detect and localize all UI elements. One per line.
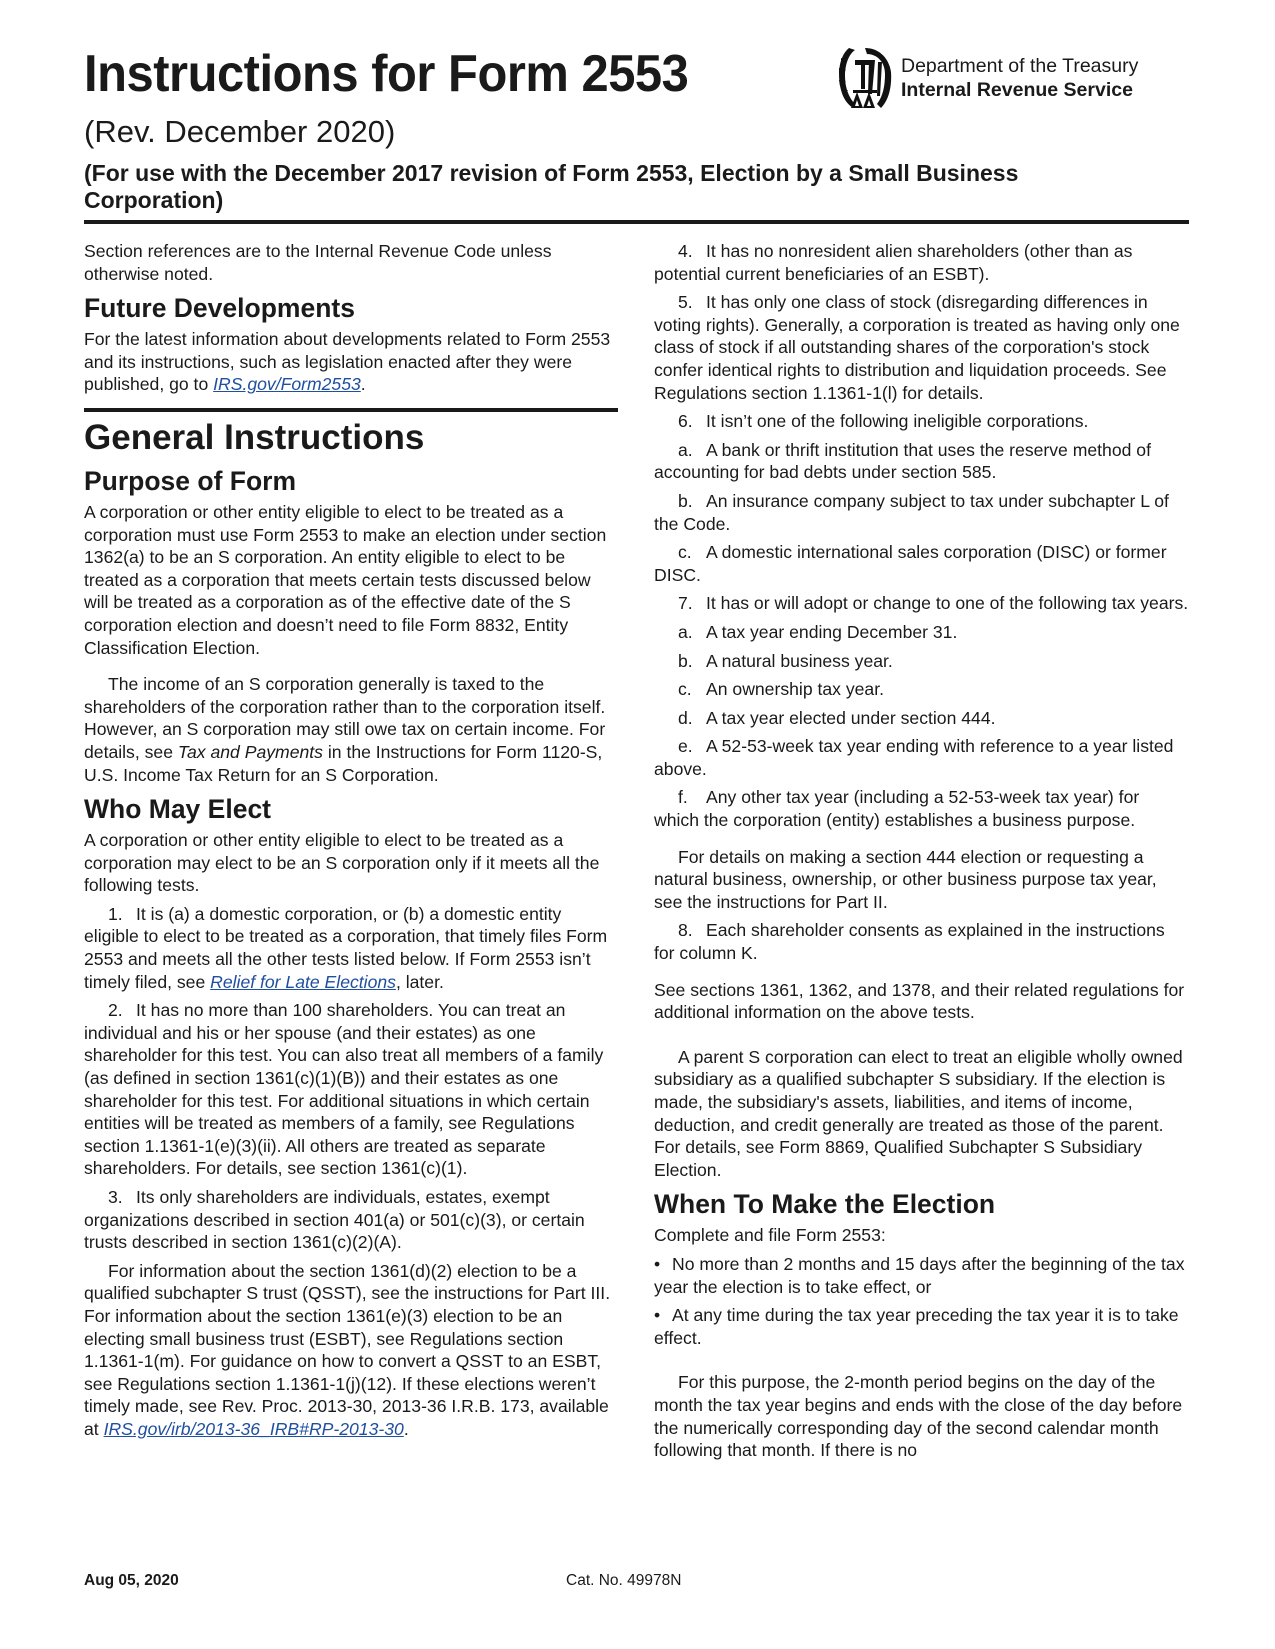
right-column (654, 240, 1189, 1468)
two-month-period-text: For this purpose, the 2-month period begins on the day of the month the tax year begins and ends with the close of the day before the numerically corresponding day of the second calendar month following that month. If there is no (654, 1372, 1183, 1461)
test-3: 3. Its only shareholders are individuals, estates, exempt organizations described in section 401(a) or 501(c)(3), or certain trusts described in section 1361(c)(2)(A). (84, 1187, 585, 1253)
section-444-details: For details on making a section 444 election or requesting a natural business, ownership, or other business purpose tax year, see the instructions for Part II. (654, 846, 1157, 912)
qsst-esbt-info: For information about the section 1361(d)(2) election to be a qualified subchapter S trust (QSST), see the instructions for Part III. For information about the section 1361(e)(3) election to be an electing small business trust (ESBT), see Regulations section 1.1361-1(m). For guidance on how to convert a QSST to an ESBT, see Regulations section 1.1361-1(j)(12). If these elections weren’t timely made, see Rev. Proc. 2013-30, 2013-36 I.R.B. 173, available at IRS.gov/irb/2013-36_IRB#RP-2013-30. (84, 1260, 611, 1439)
revision-date: (Rev. December 2020) (84, 114, 396, 149)
intro-text: Section references are to the Internal Revenue Code unless otherwise noted. (84, 241, 552, 284)
heading-when-to-make-election: When To Make the Election (654, 1189, 996, 1220)
test-7f: f. Any other tax year (including a 52-53-week tax year) for which the corporation (entity) establishes a business purpose. (654, 787, 1140, 831)
parent-s-corp-text: A parent S corporation can elect to treat an eligible wholly owned subsidiary as a qualified subchapter S subsidiary. If the election is made, the subsidiary's assets, liabilities, and items of income, deduction, and credit generally are treated as those of the parent. For details, see Form 8869, Qualified Subchapter S Subsidiary Election. (654, 1046, 1183, 1180)
when-intro: Complete and file Form 2553: (654, 1225, 886, 1246)
test-4: 4. It has no nonresident alien shareholders (other than as potential current beneficiaries of an ESBT). (654, 241, 1133, 284)
footer-catalog-number: Cat. No. 49978N (566, 1572, 682, 1589)
rev-proc-link[interactable]: IRS.gov/irb/2013-36_IRB#RP-2013-30 (103, 1418, 404, 1439)
test-7a: a. A tax year ending December 31. (678, 621, 958, 642)
test-7e: e. A 52-53-week tax year ending with reference to a year listed above. (654, 736, 1174, 779)
see-sections-text: See sections 1361, 1362, and 1378, and their related regulations for additional information on the above tests. (654, 979, 1185, 1023)
purpose-paragraph-2: The income of an S corporation generally is taxed to the shareholders of the corporation rather than to the corporation itself. However, an S corporation may still owe tax on certain income. For details, see Tax and Payments in the Instructions for Form 1120-S, U.S. Income Tax Return for an S Corporation. (84, 674, 606, 785)
relief-late-elections-link[interactable]: Relief for Late Elections (210, 971, 396, 992)
heading-general-instructions: General Instructions (84, 417, 425, 457)
irs-form2553-link[interactable]: IRS.gov/Form2553 (213, 374, 361, 395)
header-rule (84, 220, 1189, 224)
test-6c: c. A domestic international sales corporation (DISC) or former DISC. (654, 542, 1167, 585)
test-5: 5. It has only one class of stock (disregarding differences in voting rights). Generally, a corporation is treated as having only one class of stock if all outstanding shares of the corporation's stock confer identical rights to distribution and liquidation proceeds. See Regulations section 1.1361-1(l) for details. (654, 292, 1180, 403)
future-developments-text: For the latest information about developments related to Form 2553 and its instructions, such as legislation enacted after they were published, go to IRS.gov/Form2553. (84, 329, 611, 395)
test-2: 2. It has no more than 100 shareholders. You can treat an individual and his or her spouse (and their estates) as one shareholder for this test. You can also treat all members of a family (as defined in section 1361(c)(1)(B)) and their estates as one shareholder for this test. For additional situations in which certain entities will be treated as members of a family, see Regulations section 1.1361-1(e)(3)(ii). All others are treated as separate shareholders. For details, see section 1361(c)(1). (84, 1000, 604, 1179)
when-bullet-1: • No more than 2 months and 15 days after the beginning of the tax year the election is to take effect, or (654, 1253, 1185, 1297)
agency-irs: Internal Revenue Service (901, 79, 1133, 101)
irs-eagle-logo-icon (835, 44, 893, 112)
heading-purpose-of-form: Purpose of Form (84, 465, 297, 496)
heading-who-may-elect: Who May Elect (84, 794, 272, 825)
who-intro: A corporation or other entity eligible to elect to be treated as a corporation may elect to be an S corporation only if it meets all the following tests. (84, 830, 600, 896)
section-rule (84, 408, 618, 412)
page-title: Instructions for Form 2553 (84, 45, 689, 103)
test-6: 6. It isn’t one of the following ineligible corporations. (678, 411, 1089, 432)
bullet-icon: • (654, 1253, 661, 1274)
test-6b: b. An insurance company subject to tax under subchapter L of the Code. (654, 490, 1169, 534)
test-6a: a. A bank or thrift institution that uses the reserve method of accounting for bad debts under section 585. (654, 439, 1151, 483)
test-1: 1. It is (a) a domestic corporation, or (b) a domestic entity eligible to elect to be treated as a corporation, that timely files Form 2553 and meets all the other tests listed below. If Form 2553 isn’t timely filed, see Relief for Late Elections, later. (84, 903, 608, 992)
agency-header (835, 44, 1138, 112)
subtitle: (For use with the December 2017 revision of Form 2553, Election by a Small Business Corporation) (84, 160, 1019, 213)
left-column (84, 240, 618, 1447)
agency-department: Department of the Treasury (901, 55, 1139, 77)
test-7c: c. An ownership tax year. (678, 679, 884, 700)
test-7b: b. A natural business year. (678, 650, 893, 671)
test-8: 8. Each shareholder consents as explained in the instructions for column K. (654, 920, 1165, 964)
heading-future-developments: Future Developments (84, 293, 355, 324)
purpose-paragraph-1: A corporation or other entity eligible to elect to be treated as a corporation must use Form 2553 to make an election under section 1362(a) to be an S corporation. An entity eligible to elect to be treated as a corporation that meets certain tests discussed below will be treated as a corporation as of the effective date of the S corporation election and doesn’t need to file Form 8832, Entity Classification Election. (84, 501, 607, 658)
when-bullet-2: • At any time during the tax year preceding the tax year it is to take effect. (654, 1305, 1179, 1348)
test-7d: d. A tax year elected under section 444. (678, 707, 996, 728)
bullet-icon: • (654, 1305, 661, 1326)
footer-date: Aug 05, 2020 (84, 1572, 179, 1589)
test-7: 7. It has or will adopt or change to one of the following tax years. (678, 593, 1189, 614)
